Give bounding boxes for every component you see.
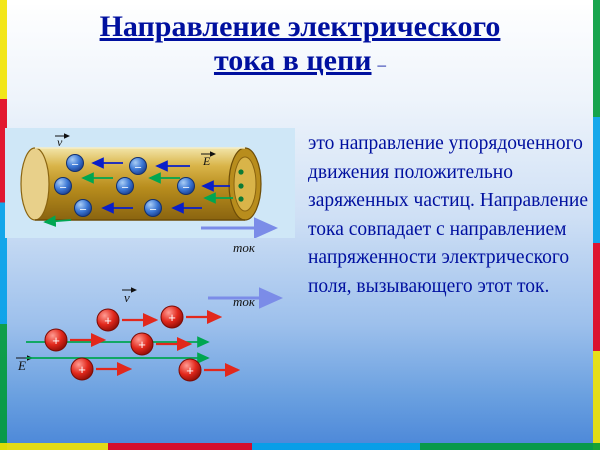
body-paragraph: это направление упорядоченного движения положительно заряженных частиц. Направление тока совпадает с направлением напряженности электрического поля, вызывающего этот ток.: [308, 133, 588, 297]
svg-text:–: –: [149, 203, 157, 216]
svg-text:+: +: [168, 310, 176, 325]
svg-text:+: +: [78, 362, 86, 377]
title-dash: –: [377, 55, 387, 74]
charge-velocity-arrows: [70, 317, 238, 370]
svg-text:v: v: [57, 135, 63, 149]
svg-text:–: –: [182, 181, 190, 194]
svg-text:+: +: [138, 337, 146, 352]
title-line-2: тока в цепи: [213, 44, 372, 77]
decorative-right-stripe: [593, 0, 600, 450]
svg-text:–: –: [79, 203, 87, 216]
svg-text:–: –: [71, 158, 79, 171]
field-label-bottom: [16, 358, 32, 373]
svg-text:E: E: [18, 358, 26, 373]
svg-text:+: +: [186, 363, 194, 378]
svg-text:E: E: [203, 154, 211, 168]
svg-text:–: –: [134, 161, 142, 174]
svg-text:–: –: [121, 181, 129, 194]
title-line-1: Направление электрического: [99, 10, 501, 43]
decorative-bottom-stripe: [0, 443, 600, 450]
decorative-top-stripe: [0, 0, 600, 5]
velocity-label-bottom: [122, 290, 136, 305]
figure-conductor-electrons: [5, 128, 295, 238]
svg-text:+: +: [52, 333, 60, 348]
svg-text:+: +: [104, 313, 112, 328]
current-label-bottom: ток: [233, 294, 255, 309]
page-title: [16, 10, 584, 83]
current-label-top: ток: [233, 240, 255, 255]
svg-text:v: v: [124, 290, 130, 305]
svg-text:–: –: [59, 181, 67, 194]
title-line-2-wrapper: [16, 44, 584, 83]
